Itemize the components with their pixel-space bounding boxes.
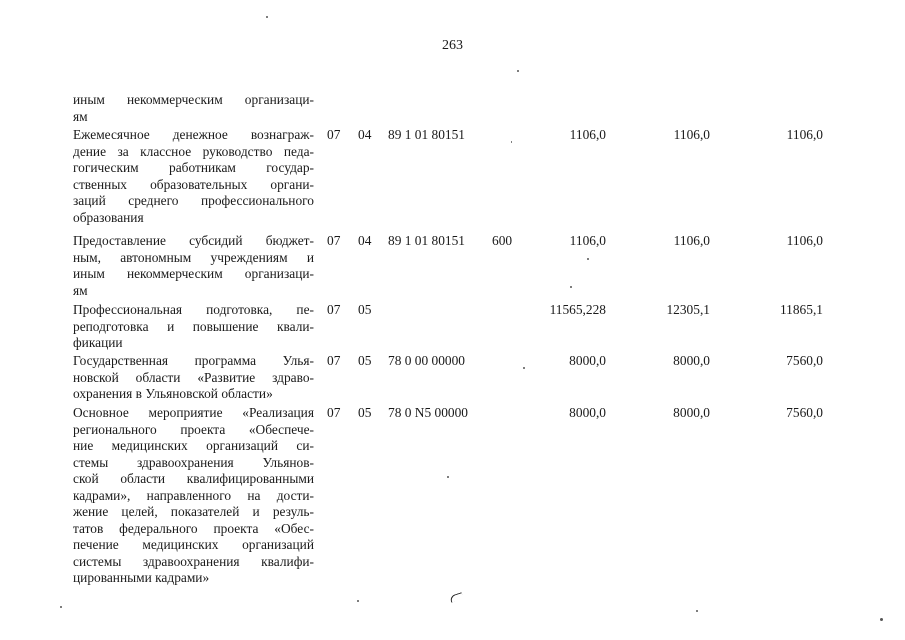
amount-year-3: 11865,1 [779,302,823,317]
section-code: 07 [327,127,341,142]
amount-year-3: 7560,0 [786,353,823,368]
target-article-code: 78 0 N5 00000 [388,405,468,420]
section-code: 07 [327,353,341,368]
scan-speck [570,286,572,288]
description-line: Государственная программа Улья- [73,353,314,368]
description-line: ние медицинских организаций си- [73,438,314,453]
description-line: Предоставление субсидий бюджет- [73,233,314,248]
subsection-code: 05 [358,353,372,368]
row-description [73,233,314,299]
scan-speck [447,476,449,478]
amount-year-1: 1106,0 [569,127,606,142]
subsection-code: 05 [358,405,372,420]
scan-speck [266,16,268,18]
description-line: иным некоммерческим организаци- [73,92,314,107]
description-line: цированными кадрами» [73,570,210,585]
description-line: охранения в Ульяновской области» [73,386,273,401]
description-line: иным некоммерческим организаци- [73,266,314,281]
amount-year-2: 8000,0 [673,405,710,420]
description-line: заций среднего профессионального [73,193,314,208]
amount-year-1: 8000,0 [569,405,606,420]
description-line: жение целей, показателей и резуль- [73,504,314,519]
description-line: образования [73,209,144,225]
scan-speck [696,610,698,612]
row-description [73,92,314,125]
row-description [73,405,314,587]
description-line: кадрами», направленного на дости- [73,487,314,503]
scan-mark [449,592,464,603]
description-line: реподготовка и повышение квали- [73,318,314,334]
scan-speck [357,600,359,602]
description-line: ным, автономным учреждениям и [73,249,314,265]
description-line: печение медицинских организаций [73,537,314,552]
subsection-code: 04 [358,233,372,248]
description-line: Основное мероприятие «Реализация [73,405,314,420]
target-article-code: 89 1 01 80151 [388,127,465,142]
scan-speck [60,606,62,608]
scan-speck [511,141,512,143]
amount-year-3: 1106,0 [786,233,823,248]
description-line: ственных образовательных органи- [73,176,314,192]
amount-year-1: 1106,0 [569,233,606,248]
row-description [73,302,314,352]
amount-year-2: 1106,0 [673,233,710,248]
description-line: новской области «Развитие здраво- [73,369,314,385]
expense-type-code: 600 [492,233,513,248]
description-line: Ежемесячное денежное вознаграж- [73,127,314,142]
row-description [73,353,314,403]
row-description [73,127,314,226]
amount-year-2: 8000,0 [673,353,710,368]
description-line: Профессиональная подготовка, пе- [73,302,314,317]
description-line: татов федерального проекта «Обес- [73,520,314,536]
description-line: ям [73,108,88,124]
description-line: регионального проекта «Обеспече- [73,421,314,437]
description-line: ям [73,282,88,298]
section-code: 07 [327,233,341,248]
scan-speck [517,70,519,72]
subsection-code: 05 [358,302,372,317]
amount-year-3: 7560,0 [786,405,823,420]
description-line: гогическим работникам государ- [73,160,314,175]
target-article-code: 89 1 01 80151 [388,233,465,248]
scan-speck [880,618,883,621]
section-code: 07 [327,405,341,420]
amount-year-2: 12305,1 [666,302,710,317]
subsection-code: 04 [358,127,372,142]
amount-year-1: 11565,228 [549,302,606,317]
description-line: стемы здравоохранения Ульянов- [73,454,314,470]
amount-year-3: 1106,0 [786,127,823,142]
amount-year-1: 8000,0 [569,353,606,368]
amount-year-2: 1106,0 [673,127,710,142]
page-number: 263 [442,38,463,53]
scan-speck [523,367,525,369]
target-article-code: 78 0 00 00000 [388,353,465,368]
description-line: ской области квалифицированными [73,471,314,486]
section-code: 07 [327,302,341,317]
description-line: системы здравоохранения квалифи- [73,553,314,569]
scan-speck [587,258,589,260]
description-line: фикации [73,335,123,350]
description-line: дение за классное руководство педа- [73,143,314,159]
